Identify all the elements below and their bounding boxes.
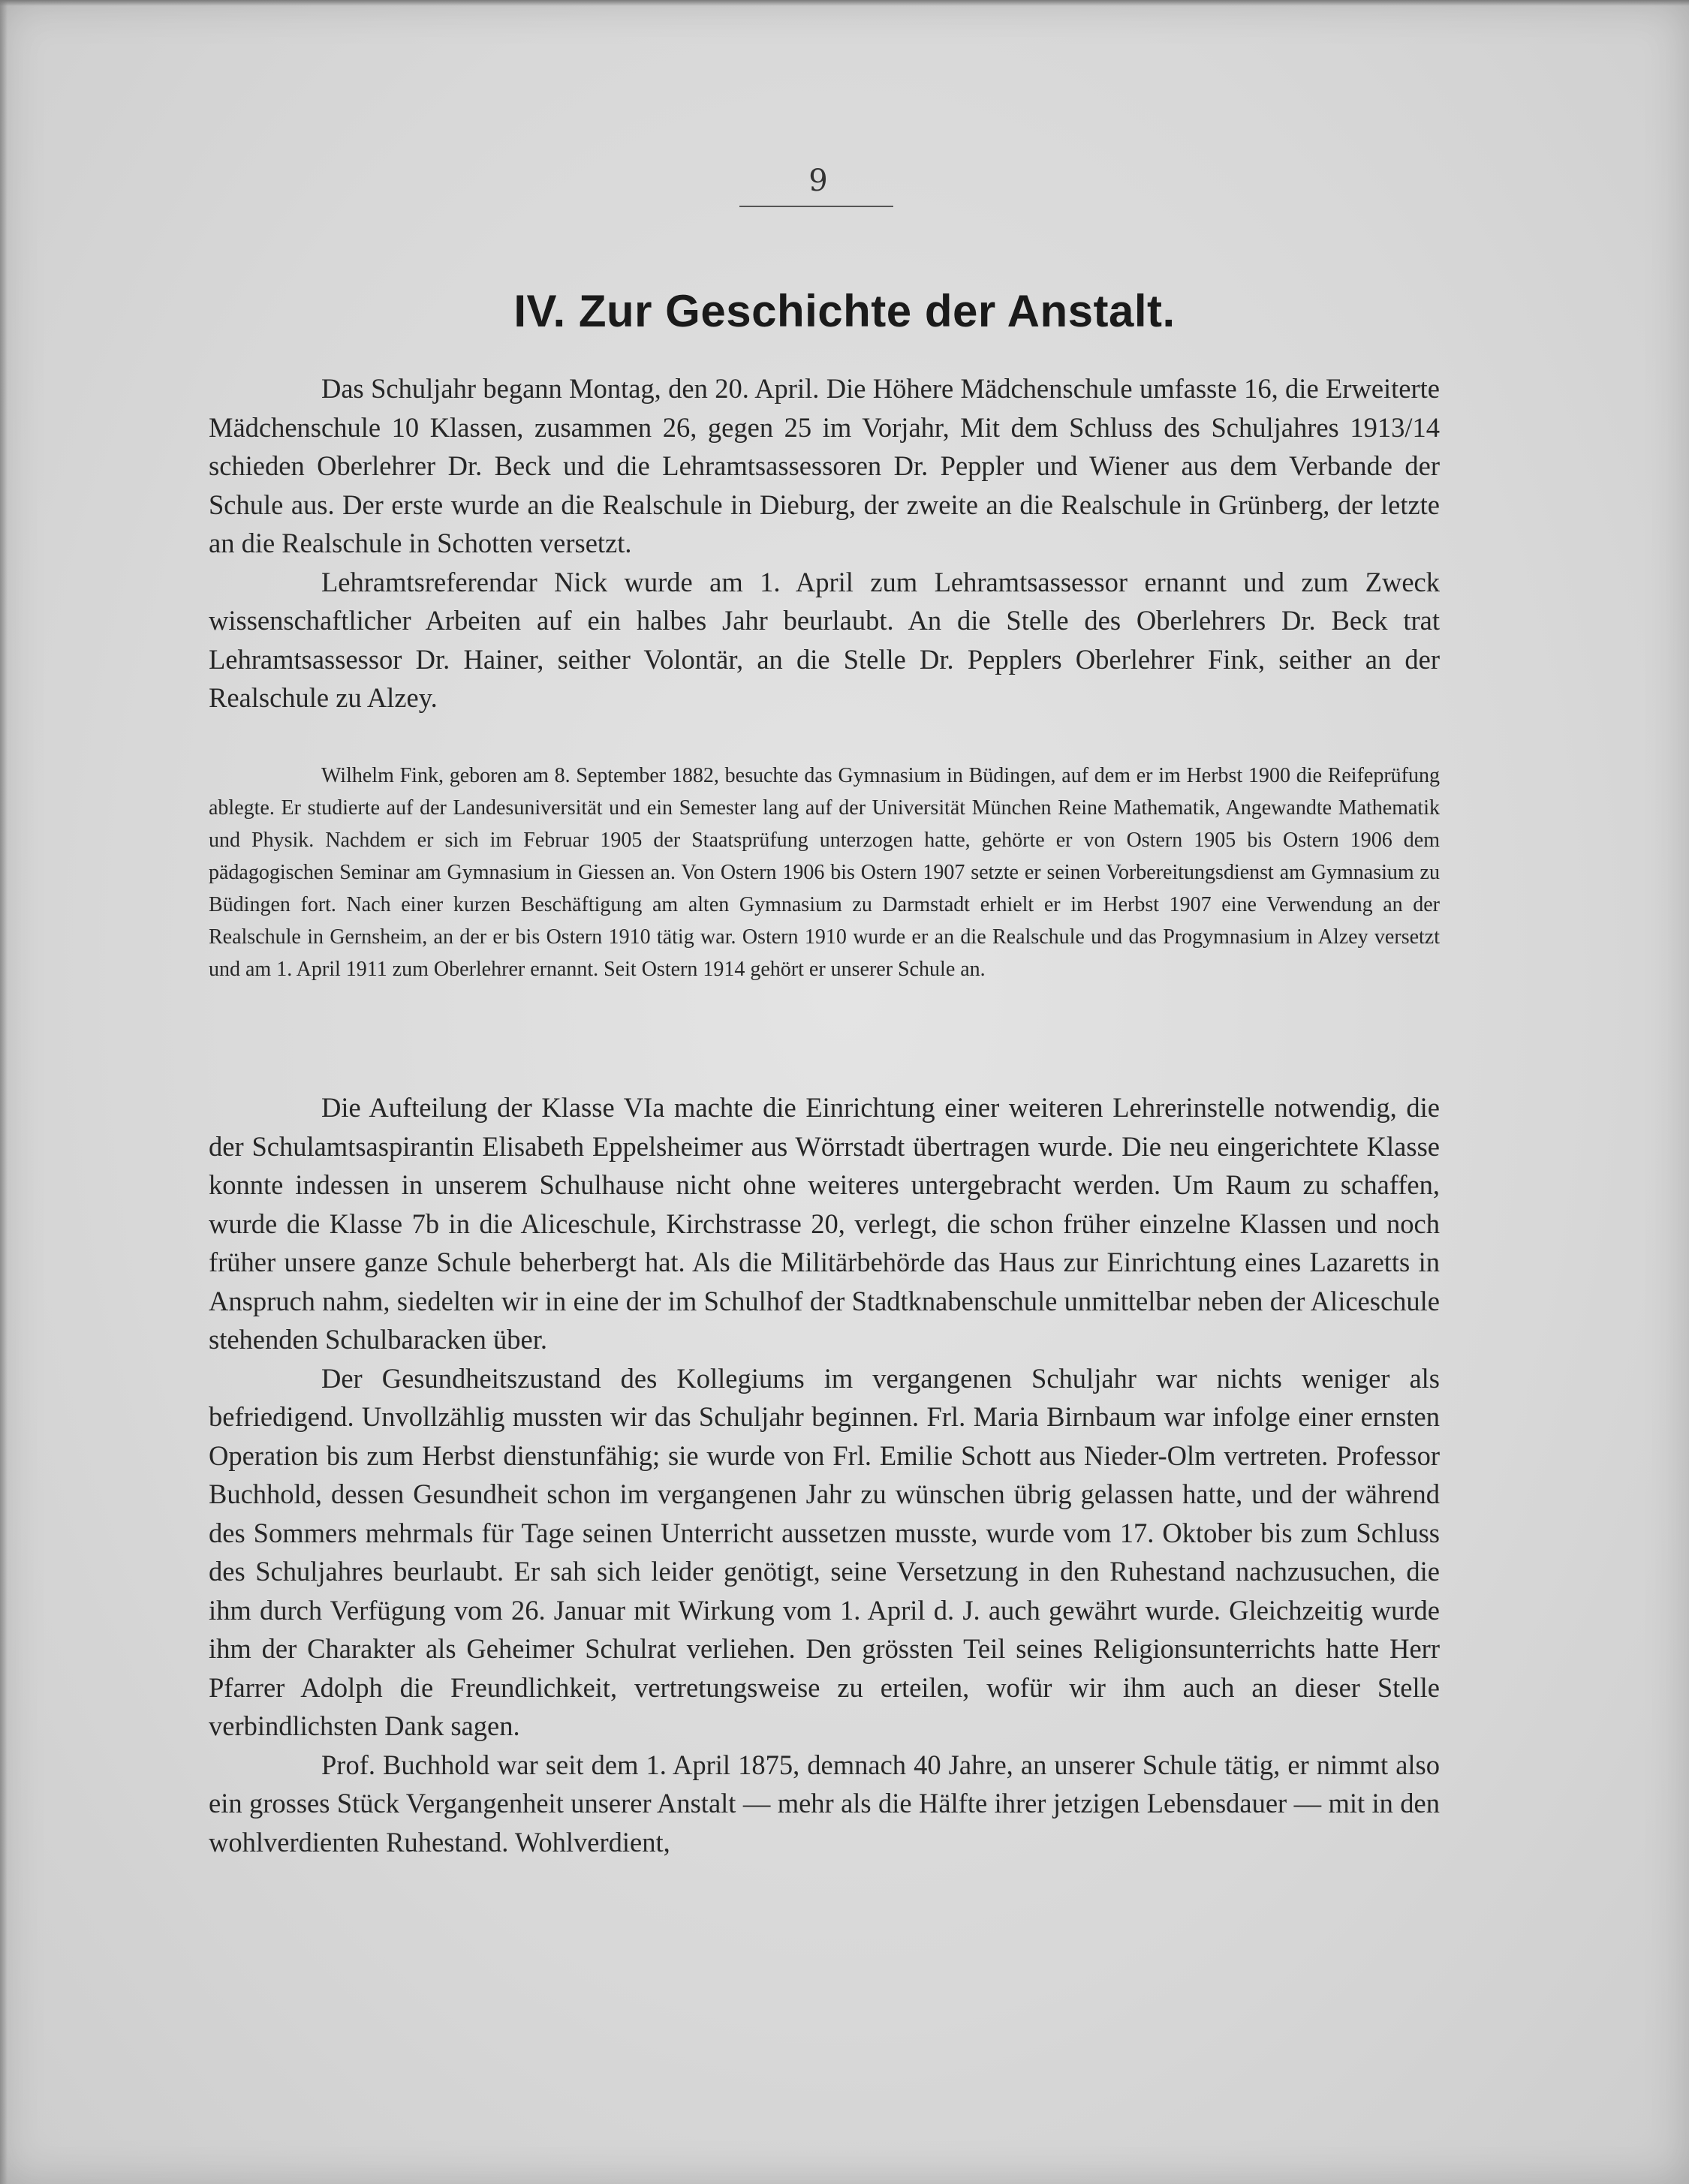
section-title: IV. Zur Geschichte der Anstalt. — [513, 286, 1176, 336]
page-edge-shadow-left — [0, 0, 8, 2184]
paragraph-fink-biography: Wilhelm Fink, geboren am 8. September 1882, besuchte das Gymnasium in Büdingen, auf dem er im Herbst 1900 die Reifeprüfung ablegte. Er studierte auf der Landesuniversität und ein Semester lang auf der Universität München Reine Mathematik, Angewandte Mathematik und Physik. Nachdem er sich im Februar 1905 der Staatsprüfung unterzogen hatte, gehörte er von Ostern 1905 bis Ostern 1906 dem pädagogischen Seminar am Gymnasium in Giessen an. Von Ostern 1906 bis Ostern 1907 setzte er seinen Vorbereitungsdienst am Gymnasium zu Büdingen fort. Nach einer kurzen Beschäftigung am alten Gymnasium zu Darmstadt erhielt er im Herbst 1907 eine Verwendung an der Realschule in Gernsheim, an der er bis Ostern 1910 tätig war. Ostern 1910 wurde er an die Realschule und das Progymnasium in Alzey versetzt und am 1. April 1911 zum Oberlehrer ernannt. Seit Ostern 1914 gehört er unserer Schule an. — [209, 764, 1440, 981]
text-block-1 — [209, 369, 1440, 717]
text-block-biography — [209, 760, 1440, 985]
paragraph-buchhold-retirement: Prof. Buchhold war seit dem 1. April 1875, demnach 40 Jahre, an unserer Schule tätig, er nimmt also ein grosses Stück Vergangenheit unserer Anstalt — mehr als die Hälfte ihrer jetzigen Lebensdauer — mit in den wohlverdienten Ruhestand. Wohlverdient, — [209, 1749, 1440, 1858]
paragraph-school-year: Das Schuljahr begann Montag, den 20. April. Die Höhere Mädchenschule umfasste 16, die Erweiterte Mädchenschule 10 Klassen, zusammen 26, gegen 25 im Vorjahr, Mit dem Schluss des Schuljahres 1913/14 schieden Oberlehrer Dr. Beck und die Lehramtsassessoren Dr. Peppler und Wiener aus dem Verbande der Schule aus. Der erste wurde an die Realschule in Dieburg, der zweite an die Realschule in Grünberg, der letzte an die Realschule in Schotten versetzt. — [209, 373, 1440, 558]
page-edge-shadow-top — [0, 0, 1689, 6]
paragraph-staff-changes: Lehramtsreferendar Nick wurde am 1. April zum Lehramtsassessor ernannt und zum Zweck wissenschaftlicher Arbeiten auf ein halbes Jahr beurlaubt. An die Stelle des Oberlehrers Dr. Beck trat Lehramtsassessor Dr. Hainer, seither Volontär, an die Stelle Dr. Pepplers Oberlehrer Fink, seither an der Realschule zu Alzey. — [209, 566, 1440, 713]
paragraph-class-division: Die Aufteilung der Klasse VIa machte die Einrichtung einer weiteren Lehrerinstelle notwendig, die der Schulamtsaspirantin Elisabeth Eppelsheimer aus Wörrstadt übertragen wurde. Die neu eingerichtete Klasse konnte indessen in unserem Schulhause nicht ohne weiteres untergebracht werden. Um Raum zu schaffen, wurde die Klasse 7b in die Aliceschule, Kirchstrasse 20, verlegt, die schon früher einzelne Klassen und noch früher unsere ganze Schule beherbergt hat. Als die Militärbehörde das Haus zur Einrichtung eines Lazaretts in Anspruch nahm, siedelten wir in eine der im Schulhof der Stadtknabenschule unmittelbar neben der Aliceschule stehenden Schulbaracken über. — [209, 1092, 1440, 1355]
page-number-rule — [739, 206, 893, 207]
paragraph-health-of-staff: Der Gesundheitszustand des Kollegiums im vergangenen Schuljahr war nichts weniger als befriedigend. Unvollzählig mussten wir das Schuljahr beginnen. Frl. Maria Birnbaum war infolge einer ernsten Operation bis zum Herbst dienstunfähig; sie wurde von Frl. Emilie Schott aus Nieder-Olm vertreten. Professor Buchhold, dessen Gesundheit schon im vergangenen Jahr zu wünschen übrig gelassen hatte, und der während des Sommers mehrmals für Tage seinen Unterricht aussetzen musste, wurde vom 17. Oktober bis zum Schluss des Schuljahres beurlaubt. Er sah sich leider genötigt, seine Versetzung in den Ruhestand nachzusuchen, die ihm durch Verfügung vom 26. Januar mit Wirkung vom 1. April d. J. auch gewährt wurde. Gleichzeitig wurde ihm der Charakter als Geheimer Schulrat verliehen. Den grössten Teil seines Religionsunterrichts hatte Herr Pfarrer Adolph die Freundlichkeit, vertretungsweise zu erteilen, wofür wir ihm auch an dieser Stelle verbindlichsten Dank sagen. — [209, 1362, 1440, 1741]
page-number: 9 — [808, 164, 828, 198]
text-block-2 — [209, 1088, 1440, 1861]
